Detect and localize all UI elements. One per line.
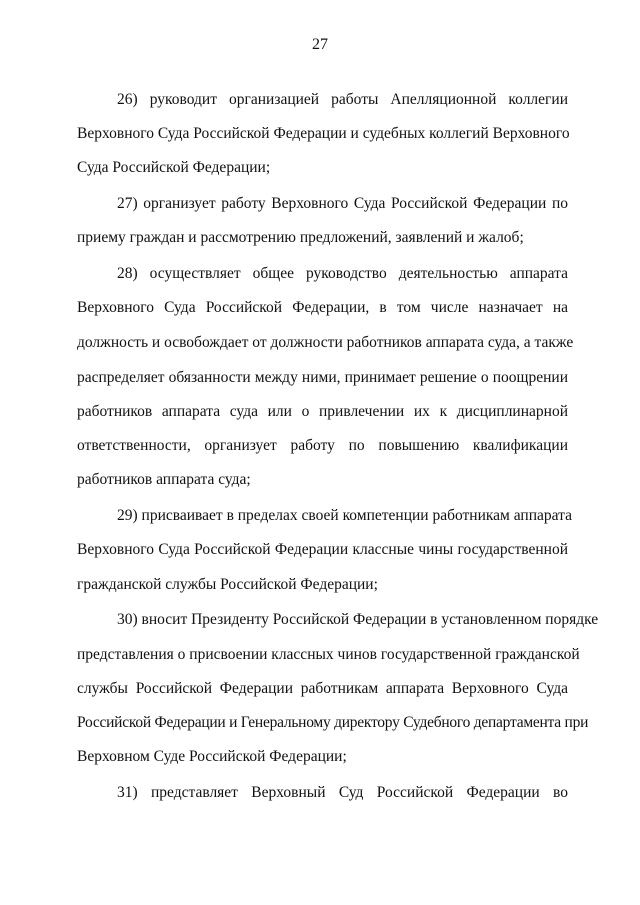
paragraph-28-line-2: Верховного Суда Российской Федерации, в том числе назначает на (77, 299, 568, 316)
paragraph-30-line-2: представления о присвоении классных чинов государственной гражданской (77, 646, 580, 663)
paragraph-29-line-2: Верховного Суда Российской Федерации классные чины государственной (77, 541, 568, 558)
paragraph-31-line-1: 31) представляет Верховный Суд Российской Федерации во (117, 784, 568, 801)
paragraph-28-line-6: ответственности, организует работу по повышению квалификации (77, 437, 568, 454)
paragraph-26-line-2: Верховного Суда Российской Федерации и судебных коллегий Верховного (77, 125, 570, 142)
paragraph-27-line-2: приему граждан и рассмотрению предложений, заявлений и жалоб; (77, 229, 524, 246)
paragraph-29-line-1: 29) присваивает в пределах своей компетенции работникам аппарата (117, 507, 572, 524)
paragraph-28-line-7: работников аппарата суда; (77, 471, 251, 488)
paragraph-27-line-1: 27) организует работу Верховного Суда Российской Федерации по (117, 195, 568, 212)
paragraph-28-line-3: должность и освобождает от должности работников аппарата суда, а также (77, 334, 574, 351)
paragraph-29-line-3: гражданской службы Российской Федерации; (77, 576, 378, 593)
paragraph-26-line-1: 26) руководит организацией работы Апелляционной коллегии (117, 91, 568, 108)
paragraph-30-line-5: Верховном Суде Российской Федерации; (77, 748, 347, 765)
paragraph-26-line-3: Суда Российской Федерации; (77, 159, 271, 176)
paragraph-30-line-4: Российской Федерации и Генеральному директору Судебного департамента при (77, 714, 589, 731)
paragraph-28-line-5: работников аппарата суда или о привлечении их к дисциплинарной (77, 403, 568, 420)
paragraph-30-line-3: службы Российской Федерации работникам аппарата Верховного Суда (77, 680, 568, 697)
page-number: 27 (312, 36, 328, 53)
paragraph-28-line-1: 28) осуществляет общее руководство деятельностью аппарата (117, 265, 568, 282)
paragraph-30-line-1: 30) вносит Президенту Российской Федерации в установленном порядке (117, 611, 599, 628)
paragraph-28-line-4: распределяет обязанности между ними, принимает решение о поощрении (77, 369, 568, 386)
